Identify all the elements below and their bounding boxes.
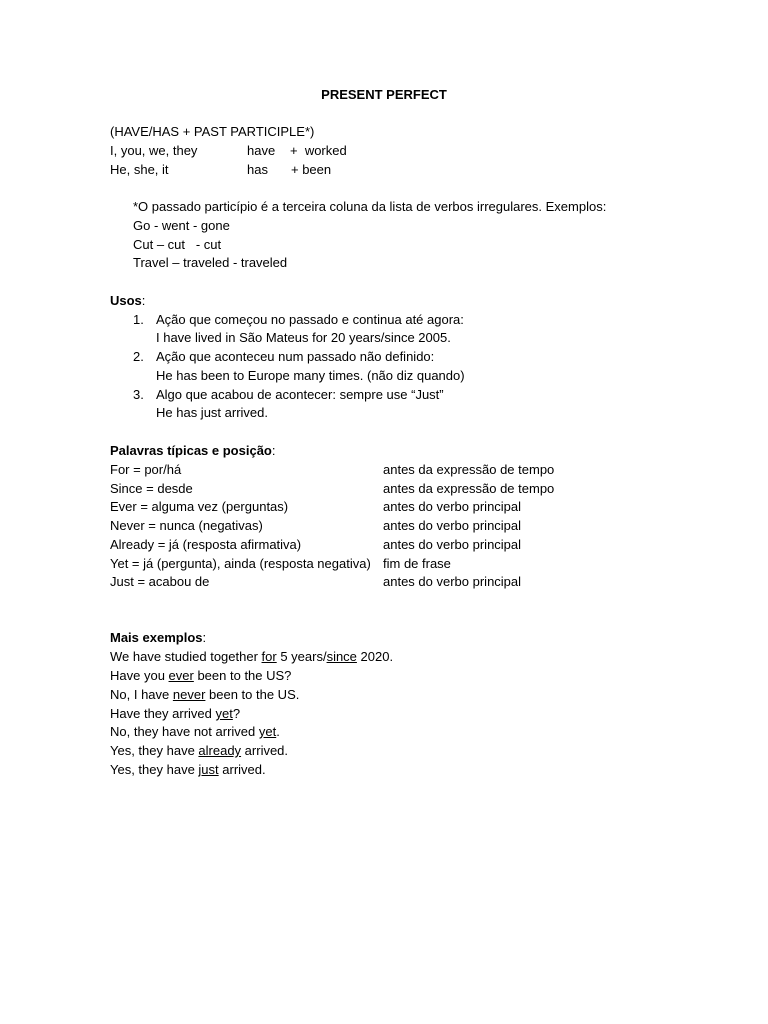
palavras-heading-colon: : [271, 443, 276, 458]
formula-header: (HAVE/HAS + PAST PARTICIPLE*) [110, 124, 315, 139]
palavra-position: antes do verbo principal [383, 518, 522, 533]
palavras-heading-text: Palavras típicas e posição [110, 443, 272, 458]
usos-item-number: 2. [133, 349, 144, 364]
sentence-text: Have you [110, 668, 169, 683]
sentence-text: Have they arrived [110, 706, 216, 721]
example-sentence [110, 686, 299, 704]
sentence-text: been to the US. [205, 687, 300, 702]
keyword: just [198, 762, 219, 777]
palavra-position: antes do verbo principal [383, 499, 522, 514]
palavra-word: Yet = já (pergunta), ainda (resposta negativa) [110, 556, 371, 571]
usos-item-number: 1. [133, 312, 144, 327]
sentence-text: . [276, 724, 280, 739]
usos-item-example: He has just arrived. [156, 405, 268, 420]
palavra-word: Just = acabou de [110, 574, 210, 589]
formula-subjects-singular: He, she, it [110, 162, 169, 177]
sentence-text: ? [232, 706, 241, 721]
note-example: Cut – cut - cut [133, 237, 222, 252]
sentence-text: 5 years/ [276, 649, 327, 664]
usos-heading-text: Usos [110, 293, 142, 308]
sentence-text: Yes, they have [110, 762, 199, 777]
keyword: yet [215, 706, 233, 721]
formula-aux-has: has [247, 162, 268, 177]
palavra-word: Since = desde [110, 481, 193, 496]
palavra-word: Never = nunca (negativas) [110, 518, 263, 533]
sentence-text: been to the US? [193, 668, 292, 683]
formula-participle-been: + been [291, 162, 332, 177]
keyword: yet [258, 724, 277, 739]
sentence-text: Yes, they have [110, 743, 199, 758]
participle-note: *O passado particípio é a terceira coluna da lista de verbos irregulares. Exemplos: [133, 199, 607, 214]
palavra-word: Already = já (resposta afirmativa) [110, 537, 302, 552]
formula-aux-have: have [247, 143, 276, 158]
sentence-text: arrived. [241, 743, 289, 758]
keyword: since [326, 649, 357, 664]
palavra-position: fim de frase [383, 556, 451, 571]
exemplos-heading-colon: : [202, 630, 207, 645]
usos-item-text: Ação que aconteceu num passado não definido: [156, 349, 435, 364]
example-sentence [110, 705, 240, 723]
usos-heading-colon: : [141, 293, 146, 308]
keyword: ever [168, 668, 194, 683]
palavra-position: antes da expressão de tempo [383, 481, 555, 496]
usos-item-number: 3. [133, 387, 144, 402]
palavra-position: antes do verbo principal [383, 537, 522, 552]
palavra-word: Ever = alguma vez (perguntas) [110, 499, 289, 514]
page-title: PRESENT PERFECT [321, 87, 447, 102]
note-example: Travel – traveled - traveled [133, 255, 288, 270]
keyword: already [198, 743, 242, 758]
example-sentence [110, 648, 393, 666]
palavra-word: For = por/há [110, 462, 182, 477]
formula-participle-worked: + worked [290, 143, 347, 158]
sentence-text: 2020. [356, 649, 394, 664]
palavra-position: antes do verbo principal [383, 574, 522, 589]
note-example: Go - went - gone [133, 218, 230, 233]
formula-subjects-plural: I, you, we, they [110, 143, 198, 158]
sentence-text: No, they have not arrived [110, 724, 259, 739]
usos-item-example: I have lived in São Mateus for 20 years/since 2005. [156, 330, 451, 345]
example-sentence [110, 723, 280, 741]
sentence-text: We have studied together [110, 649, 262, 664]
usos-item-text: Algo que acabou de acontecer: sempre use “Just” [156, 387, 444, 402]
example-sentence [110, 667, 291, 685]
usos-item-text: Ação que começou no passado e continua até agora: [156, 312, 464, 327]
exemplos-heading [110, 629, 206, 647]
palavras-heading [110, 442, 276, 460]
palavra-position: antes da expressão de tempo [383, 462, 555, 477]
sentence-text: No, I have [110, 687, 173, 702]
sentence-text: arrived. [218, 762, 266, 777]
exemplos-heading-text: Mais exemplos [110, 630, 203, 645]
keyword: never [172, 687, 206, 702]
example-sentence [110, 742, 288, 760]
keyword: for [261, 649, 277, 664]
usos-heading [110, 292, 145, 310]
example-sentence [110, 761, 266, 779]
usos-item-example: He has been to Europe many times. (não diz quando) [156, 368, 465, 383]
